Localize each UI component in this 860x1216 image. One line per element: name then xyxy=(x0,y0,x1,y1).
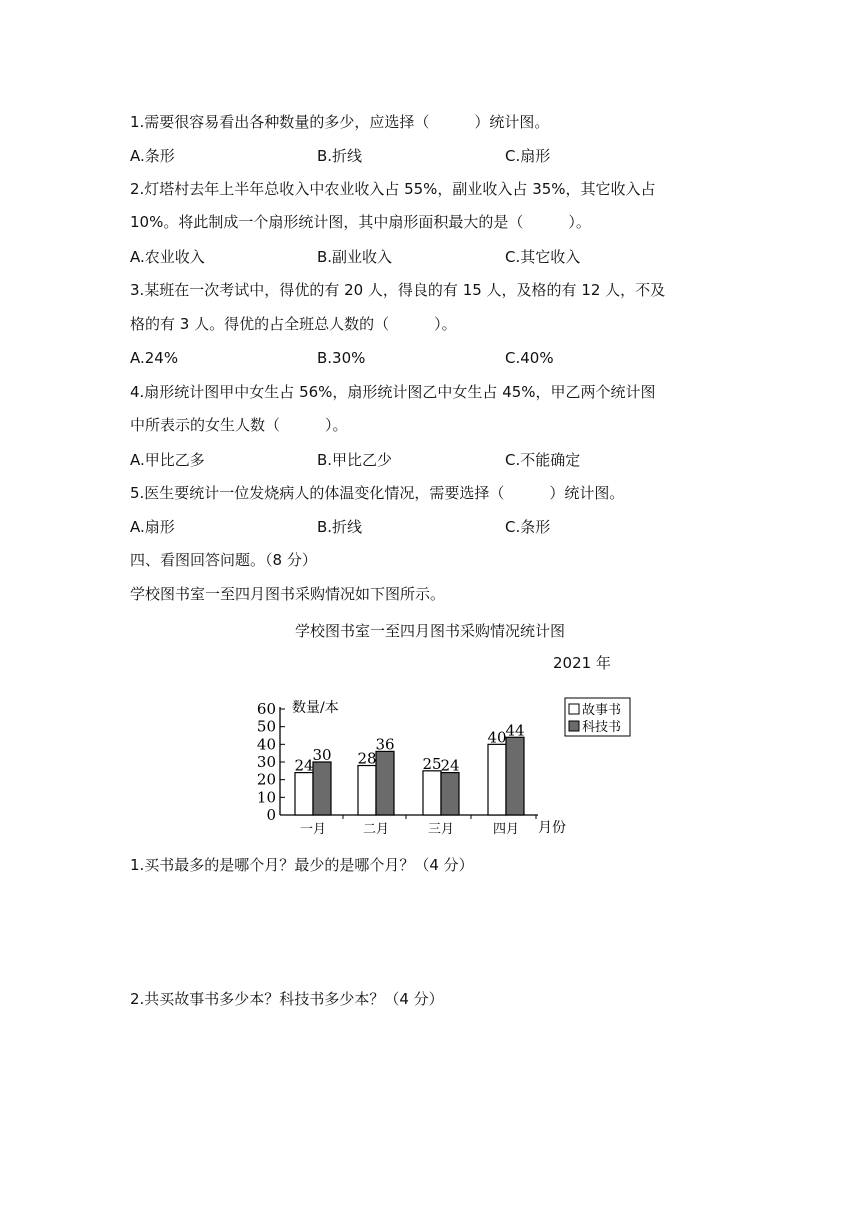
question-3-line-1: 3.某班在一次考试中，得优的有 20 人，得良的有 15 人，及格的有 12 人，不及 xyxy=(130,281,666,299)
section-4-heading: 四、看图回答问题。（8 分） xyxy=(130,551,317,569)
y-tick-label: 30 xyxy=(256,753,276,771)
subquestion-2: 2.共买故事书多少本？科技书多少本？（4 分） xyxy=(130,990,444,1008)
bar-science xyxy=(441,773,459,815)
question-2-line-1: 2.灯塔村去年上半年总收入中农业收入占 55%，副业收入占 35%，其它收入占 xyxy=(130,180,656,198)
option-c: C.40% xyxy=(505,349,554,367)
bar-science xyxy=(506,737,524,815)
bar-story xyxy=(295,773,313,815)
y-axis-label: 数量/本 xyxy=(292,700,339,716)
data-label: 30 xyxy=(312,746,332,764)
question-2-line-2: 10%。将此制成一个扇形统计图，其中扇形面积最大的是（ ）。 xyxy=(130,213,591,231)
y-tick-label: 40 xyxy=(256,735,276,754)
legend-swatch xyxy=(569,721,579,731)
data-label: 28 xyxy=(357,749,377,768)
data-label: 40 xyxy=(487,728,507,747)
question-3-options xyxy=(130,347,730,369)
legend-label: 科技书 xyxy=(582,720,622,735)
chart-subtitle: 2021 年 xyxy=(553,654,611,672)
y-tick-label: 0 xyxy=(266,806,276,824)
data-label: 25 xyxy=(422,754,442,773)
legend-swatch xyxy=(569,704,579,714)
subquestion-1: 1.买书最多的是哪个月？最少的是哪个月？（4 分） xyxy=(130,856,474,874)
legend xyxy=(565,698,630,736)
category-label: 一月 xyxy=(299,822,327,837)
option-c: C.扇形 xyxy=(505,147,551,165)
bar-story xyxy=(358,766,376,815)
question-5: 5.医生要统计一位发烧病人的体温变化情况，需要选择（ ）统计图。 xyxy=(130,484,625,502)
option-a: A.24% xyxy=(130,349,179,367)
question-1: 1.需要很容易看出各种数量的多少，应选择（ ）统计图。 xyxy=(130,113,550,131)
option-b: B.折线 xyxy=(317,518,363,536)
option-a: A.甲比乙多 xyxy=(130,451,205,469)
bar-story xyxy=(488,744,506,815)
chart-title: 学校图书室一至四月图书采购情况统计图 xyxy=(294,622,565,640)
category-labels xyxy=(300,822,519,837)
data-label: 36 xyxy=(375,735,395,754)
option-a: A.条形 xyxy=(130,147,175,165)
y-tick-label: 10 xyxy=(256,788,276,807)
category-label: 三月 xyxy=(427,822,455,837)
y-axis xyxy=(257,700,285,824)
option-c: C.不能确定 xyxy=(505,451,581,469)
option-c: C.条形 xyxy=(505,518,551,536)
bar-chart xyxy=(240,690,640,840)
x-axis-label: 月份 xyxy=(538,820,566,836)
option-a: A.扇形 xyxy=(130,518,175,536)
question-3-line-2: 格的有 3 人。得优的占全班总人数的（ ）。 xyxy=(130,315,457,333)
question-5-options xyxy=(130,516,730,538)
option-c: C.其它收入 xyxy=(505,248,581,266)
option-a: A.农业收入 xyxy=(130,248,205,266)
question-4-line-2: 中所表示的女生人数（ ）。 xyxy=(130,416,348,434)
question-2-options xyxy=(130,246,730,268)
option-b: B.副业收入 xyxy=(317,248,393,266)
option-b: B.甲比乙少 xyxy=(317,451,393,469)
legend-label: 故事书 xyxy=(582,703,622,718)
bar-science xyxy=(376,751,394,815)
option-b: B.折线 xyxy=(317,147,363,165)
question-1-options xyxy=(130,145,730,167)
bar-story xyxy=(423,771,441,815)
bar-science xyxy=(313,762,331,815)
option-b: B.30% xyxy=(317,349,366,367)
data-label: 44 xyxy=(505,721,525,740)
question-4-line-1: 4.扇形统计图甲中女生占 56%，扇形统计图乙中女生占 45%，甲乙两个统计图 xyxy=(130,383,656,401)
category-label: 四月 xyxy=(492,822,520,837)
y-tick-label: 50 xyxy=(256,717,276,736)
section-4-intro: 学校图书室一至四月图书采购情况如下图所示。 xyxy=(130,585,446,603)
question-4-options xyxy=(130,449,730,471)
category-label: 二月 xyxy=(362,822,390,837)
data-label: 24 xyxy=(440,756,460,775)
y-tick-label: 20 xyxy=(256,770,276,789)
y-tick-label: 60 xyxy=(256,700,276,718)
data-label: 24 xyxy=(294,756,314,775)
